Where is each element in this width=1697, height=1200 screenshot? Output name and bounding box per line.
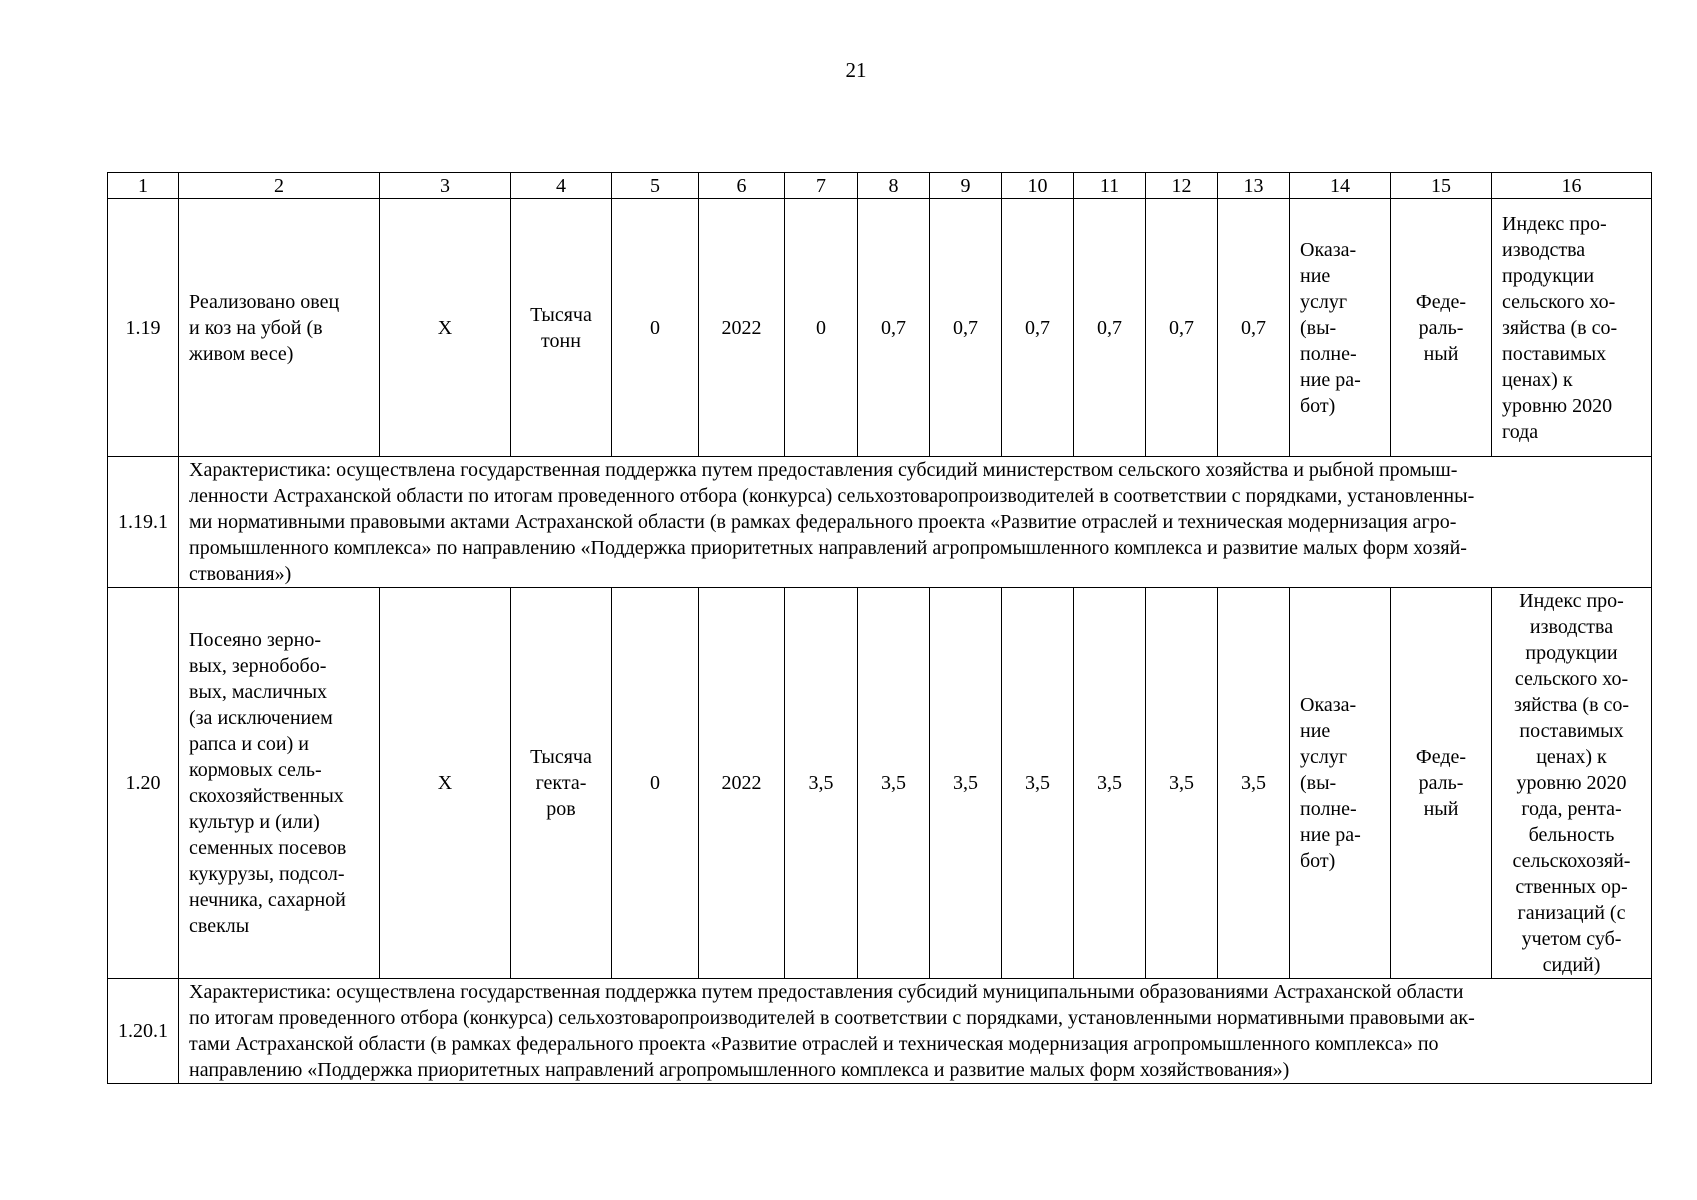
table-row <box>108 588 1652 979</box>
col-header: 9 <box>930 173 1002 199</box>
characteristic-text: Характеристика: осуществлена государственная поддержка путем предоставления субсидий министерством сельского хозяйства и рыбной промыш- ленности Астраханской области по итогам проведенного отбора (конкурса) сельхозтоваропроизводителей в соответствии с порядками, установленны- ми нормативными правовыми актами Астраханской области (в рамках федерального проекта «Развитие отраслей и техническая модернизация агро- промышленного комплекса» по направлению «Поддержка приоритетных направлений агропромышленного комплекса и развитие малых форм хозяй- ствования») <box>179 457 1652 588</box>
row-number: 1.19 <box>108 199 179 457</box>
unit-cell: Тысяча тонн <box>511 199 612 457</box>
detail-row <box>108 979 1652 1084</box>
link-cell: Индекс про- изводства продукции сельского хо- зяйства (в со- поставимых ценах) к уровню 2020 года, рента- бельность сельскохозяй- ственных ор- ганизаций (с учетом суб- сидий) <box>1492 588 1652 979</box>
col-header: 16 <box>1492 173 1652 199</box>
value-cell: 3,5 <box>1002 588 1074 979</box>
cell-col5: 0 <box>612 588 699 979</box>
row-number: 1.19.1 <box>108 457 179 588</box>
col-header: 15 <box>1391 173 1492 199</box>
col-header: 7 <box>785 173 858 199</box>
col-header: 14 <box>1290 173 1391 199</box>
col-header: 12 <box>1146 173 1218 199</box>
row-number: 1.20 <box>108 588 179 979</box>
table-row <box>108 199 1652 457</box>
cell-col5: 0 <box>612 199 699 457</box>
col-header: 2 <box>179 173 380 199</box>
indicator-name: Посеяно зерно- вых, зернобобо- вых, масличных (за исключением рапса и сои) и кормовых сель- скохозяйственных культур и (или) семенных посевов кукурузы, подсол- нечника, сахарной свеклы <box>179 588 380 979</box>
row-number: 1.20.1 <box>108 979 179 1084</box>
indicator-name: Реализовано овец и коз на убой (в живом весе) <box>179 199 380 457</box>
value-cell: 3,5 <box>930 588 1002 979</box>
col-header: 6 <box>699 173 785 199</box>
result-type-cell: Оказа- ние услуг (вы- полне- ние ра- бот) <box>1290 588 1391 979</box>
value-cell: 3,5 <box>1074 588 1146 979</box>
unit-cell: Тысяча гекта- ров <box>511 588 612 979</box>
result-type-cell: Оказа- ние услуг (вы- полне- ние ра- бот) <box>1290 199 1391 457</box>
value-cell: 0 <box>785 199 858 457</box>
level-cell: Феде- раль- ный <box>1391 199 1492 457</box>
indicators-table <box>107 172 1652 1084</box>
value-cell: 0,7 <box>1146 199 1218 457</box>
value-cell: 0,7 <box>1218 199 1290 457</box>
value-cell: 0,7 <box>858 199 930 457</box>
year-cell: 2022 <box>699 199 785 457</box>
col-header: 11 <box>1074 173 1146 199</box>
year-cell: 2022 <box>699 588 785 979</box>
col-header: 5 <box>612 173 699 199</box>
col-header: 1 <box>108 173 179 199</box>
value-cell: 3,5 <box>858 588 930 979</box>
col-header: 3 <box>380 173 511 199</box>
col-header: 4 <box>511 173 612 199</box>
col-header: 13 <box>1218 173 1290 199</box>
page-number: 21 <box>845 58 867 82</box>
value-cell: 0,7 <box>1002 199 1074 457</box>
level-cell: Феде- раль- ный <box>1391 588 1492 979</box>
col-header: 8 <box>858 173 930 199</box>
header-row <box>108 173 1652 199</box>
link-cell: Индекс про- изводства продукции сельского хо- зяйства (в со- поставимых ценах) к уровню 2020 года <box>1492 199 1652 457</box>
cell-col3: X <box>380 588 511 979</box>
characteristic-text: Характеристика: осуществлена государственная поддержка путем предоставления субсидий муниципальными образованиями Астраханской области по итогам проведенного отбора (конкурса) сельхозтоваропроизводителей в соответствии с порядками, установленными нормативными правовыми ак- тами Астраханской области (в рамках федерального проекта «Развитие отраслей и техническая модернизация агропромышленного комплекса» по направлению «Поддержка приоритетных направлений агропромышленного комплекса и развитие малых форм хозяйствования») <box>179 979 1652 1084</box>
value-cell: 0,7 <box>930 199 1002 457</box>
detail-row <box>108 457 1652 588</box>
value-cell: 3,5 <box>785 588 858 979</box>
value-cell: 0,7 <box>1074 199 1146 457</box>
cell-col3: X <box>380 199 511 457</box>
value-cell: 3,5 <box>1218 588 1290 979</box>
value-cell: 3,5 <box>1146 588 1218 979</box>
col-header: 10 <box>1002 173 1074 199</box>
